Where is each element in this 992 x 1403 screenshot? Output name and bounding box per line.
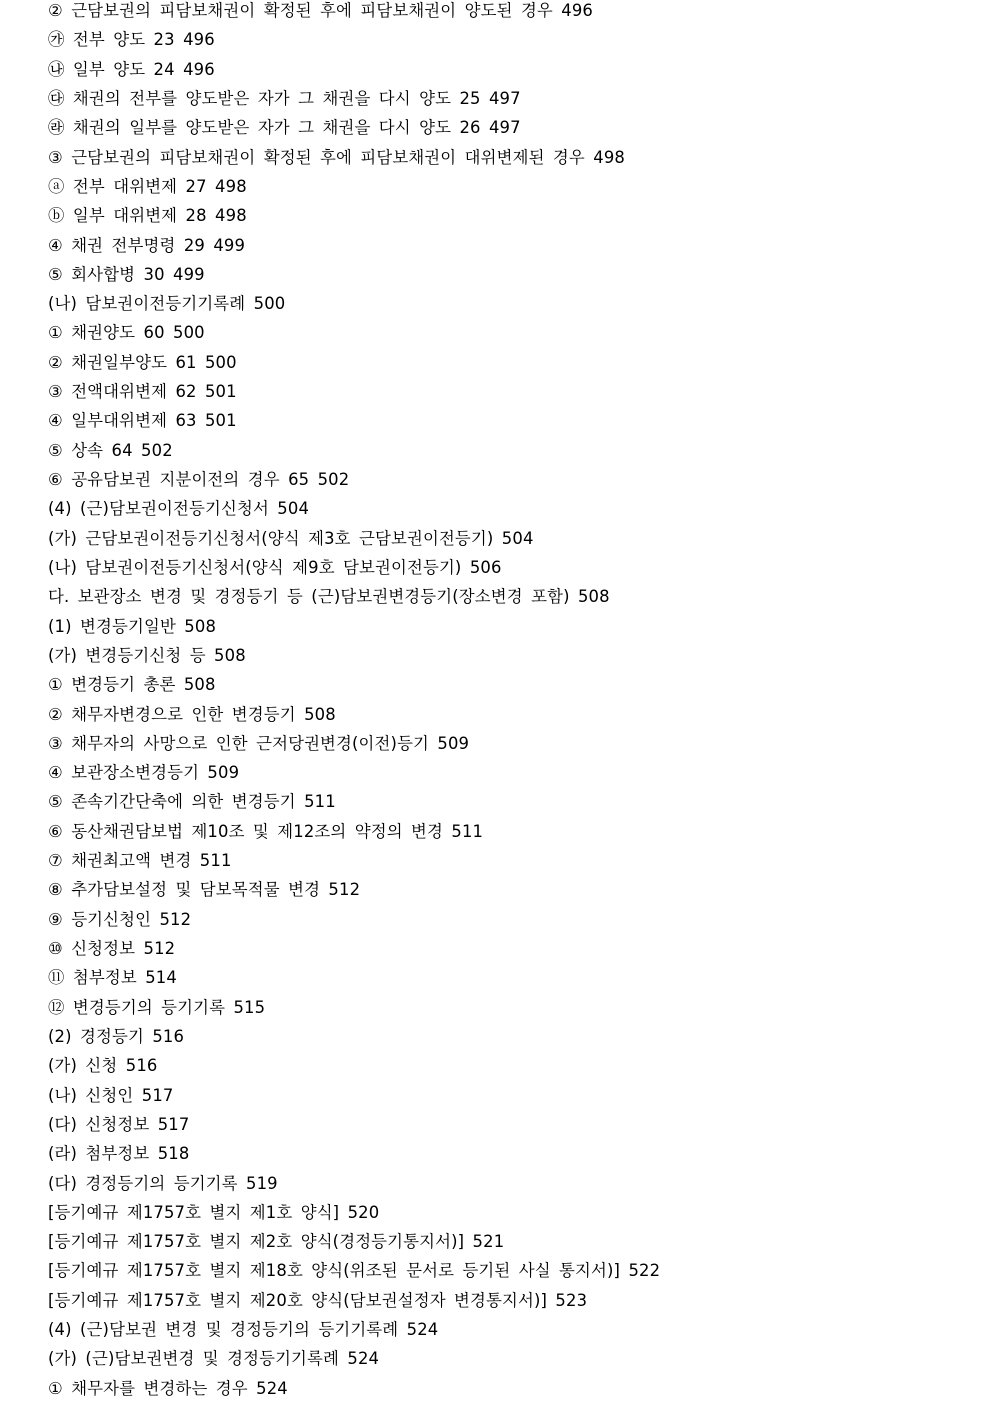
- toc-entry: (나) 담보권이전등기신청서(양식 제9호 담보권이전등기) 506: [48, 557, 502, 577]
- toc-entry: (가) 근담보권이전등기신청서(양식 제3호 근담보권이전등기) 504: [48, 528, 534, 548]
- toc-entry: ⓑ 일부 대위변제 28 498: [48, 206, 247, 226]
- toc-entry: (나) 신청인 517: [48, 1085, 174, 1105]
- toc-entry: ① 채무자를 변경하는 경우 524: [48, 1378, 288, 1398]
- toc-entry: 다. 보관장소 변경 및 경정등기 등 (근)담보권변경등기(장소변경 포함) 508: [48, 587, 610, 607]
- toc-entry: ④ 보관장소변경등기 509: [48, 763, 240, 783]
- toc-entry: (2) 경정등기 516: [48, 1026, 185, 1046]
- toc-entry: (다) 신청정보 517: [48, 1114, 190, 1134]
- toc-entry: [등기예규 제1757호 별지 제18호 양식(위조된 문서로 등기된 사실 통지서)] 522: [48, 1261, 661, 1281]
- toc-entry: ⑥ 동산채권담보법 제10조 및 제12조의 약정의 변경 511: [48, 821, 484, 841]
- toc-entry: ⑫ 변경등기의 등기기록 515: [48, 997, 266, 1017]
- toc-entry: ⑩ 신청정보 512: [48, 939, 176, 958]
- toc-entry: [등기예규 제1757호 별지 제2호 양식(경정등기통지서)] 521: [48, 1232, 505, 1252]
- toc-entry: ⑥ 공유담보권 지분이전의 경우 65 502: [48, 470, 350, 489]
- toc-entry: ② 근담보권의 피담보채권이 확정된 후에 피담보채권이 양도된 경우 496: [48, 1, 594, 20]
- toc-entry: ㉱ 채권의 일부를 양도받은 자가 그 채권을 다시 양도 26 497: [48, 118, 521, 138]
- toc-entry: [등기예규 제1757호 별지 제20호 양식(담보권설정자 변경통지서)] 523: [48, 1290, 588, 1310]
- toc-entry: ⑤ 회사합병 30 499: [48, 264, 205, 284]
- toc-entry: (4) (근)담보권 변경 및 경정등기의 등기기록례 524: [48, 1320, 439, 1340]
- toc-entry: ⑦ 채권최고액 변경 511: [48, 851, 232, 871]
- table-of-contents: [48, 0, 978, 1403]
- toc-entry: ③ 채무자의 사망으로 인한 근저당권변경(이전)등기 509: [48, 733, 470, 753]
- toc-entry: ④ 일부대위변제 63 501: [48, 411, 237, 431]
- toc-entry: ⑨ 등기신청인 512: [48, 909, 192, 929]
- toc-entry: [등기예규 제1757호 별지 제1호 양식] 520: [48, 1202, 380, 1222]
- toc-entry: ① 변경등기 총론 508: [48, 675, 216, 695]
- toc-entry: (다) 경정등기의 등기기록 519: [48, 1173, 278, 1193]
- toc-entry: (가) 변경등기신청 등 508: [48, 645, 246, 665]
- toc-entry: ⑤ 상속 64 502: [48, 440, 173, 460]
- toc-entry: ⓐ 전부 대위변제 27 498: [48, 176, 247, 196]
- toc-entry: (가) 신청 516: [48, 1056, 158, 1076]
- toc-entry: ① 채권양도 60 500: [48, 323, 205, 343]
- toc-entry: ③ 근담보권의 피담보채권이 확정된 후에 피담보채권이 대위변제된 경우 498: [48, 147, 625, 167]
- toc-entry: (나) 담보권이전등기기록례 500: [48, 294, 286, 314]
- toc-entry: (가) (근)담보권변경 및 경정등기기록례 524: [48, 1349, 380, 1369]
- toc-entry: ⑪ 첨부정보 514: [48, 968, 177, 988]
- toc-entry: ③ 전액대위변제 62 501: [48, 382, 237, 402]
- toc-entry: ㉮ 전부 양도 23 496: [48, 30, 215, 50]
- toc-entry: ② 채무자변경으로 인한 변경등기 508: [48, 704, 336, 724]
- toc-entry: (1) 변경등기일반 508: [48, 616, 217, 636]
- toc-entry: ㉰ 채권의 전부를 양도받은 자가 그 채권을 다시 양도 25 497: [48, 88, 521, 108]
- toc-entry: ④ 채권 전부명령 29 499: [48, 235, 246, 255]
- toc-entry: (4) (근)담보권이전등기신청서 504: [48, 499, 310, 519]
- toc-entry: (라) 첨부정보 518: [48, 1144, 190, 1164]
- toc-entry: ⑧ 추가담보설정 및 담보목적물 변경 512: [48, 880, 361, 900]
- toc-entry: ② 채권일부양도 61 500: [48, 352, 237, 372]
- toc-entry: ㉯ 일부 양도 24 496: [48, 59, 215, 79]
- toc-entry: ⑤ 존속기간단축에 의한 변경등기 511: [48, 792, 336, 812]
